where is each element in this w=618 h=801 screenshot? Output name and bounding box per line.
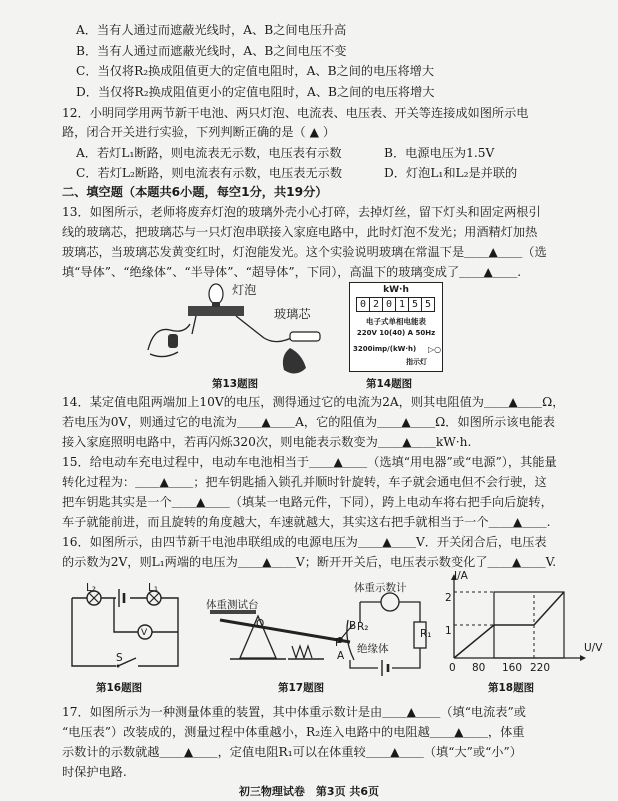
- q16-line: 16．如图所示，由四节新干电池串联组成的电源电压为＿＿▲＿＿V．开关闭合后，电压表: [62, 535, 547, 549]
- q13-line: 填“导体”、“绝缘体”、“半导体”、“超导体”，下同），高温下的玻璃变成了＿＿▲＿＿.: [62, 265, 522, 279]
- meter-display: [356, 297, 435, 312]
- meter-spec: 220V 10(40) A 50Hz: [356, 329, 436, 337]
- meter-unit: kW·h: [383, 285, 409, 295]
- fig16-switch-label: S: [116, 652, 123, 664]
- fig17-caption: 第17题图: [278, 682, 325, 694]
- q11-option-b: B．当有人通过而遮蔽光线时，A、B之间电压不变: [76, 44, 347, 58]
- meter-digit: 2: [370, 298, 383, 311]
- fig17-point-p: P: [335, 637, 342, 649]
- fig14-caption: 第14题图: [366, 378, 413, 390]
- fig13-glass-label: 玻璃芯: [274, 307, 311, 321]
- q15-line: 车子就能前进，而且旋转的角度越大，车速就越大，其实这右把手就相当于一个＿＿▲＿＿.: [62, 515, 551, 529]
- fig18-caption: 第18题图: [488, 682, 535, 694]
- fig18-xtick: 0: [449, 662, 456, 674]
- meter-digit: 5: [409, 298, 422, 311]
- meter-digit: 0: [383, 298, 396, 311]
- fig17-r1-label: R₁: [420, 628, 432, 640]
- fig13-bulb-label: 灯泡: [232, 283, 257, 297]
- q12-stem-line: 12．小明同学用两节新干电池、两只灯泡、电流表、电压表、开关等连接成如图所示电: [62, 106, 529, 120]
- page-footer: 初三物理试卷 第3页 共6页: [238, 785, 380, 798]
- fig17-point-b: B: [349, 620, 357, 632]
- q12-option-c: C．若灯L₂断路，则电流表有示数，电压表无示数: [76, 166, 343, 180]
- q12-stem-line: 路，闭合开关进行实验，下列判断正确的是（ ▲ ）: [62, 125, 336, 139]
- fig18-xtick: 220: [530, 662, 551, 674]
- q17-line: 时保护电路.: [62, 765, 127, 779]
- fig18-xtick: 160: [502, 662, 523, 674]
- fig18-xtick: 80: [472, 662, 486, 674]
- fig16-voltmeter-label: V: [141, 628, 148, 638]
- q12-option-d: D．灯泡L₁和L₂是并联的: [384, 166, 518, 180]
- meter-name: 电子式单相电能表: [366, 317, 426, 326]
- q11-option-c: C．当仅将R₂换成阻值更大的定值电阻时，A、B之间的电压将增大: [76, 64, 435, 78]
- q17-line: 示数计的示数就越＿＿▲＿＿，定值电阻R₁可以在体重较＿＿▲＿＿（填“大”或“小”）: [62, 745, 522, 759]
- fig18-ytick: 1: [445, 625, 452, 637]
- q15-line: 15．给电动车充电过程中，电动车电池相当于＿＿▲＿＿（选填“用电器”或“电源”），其能量: [62, 455, 557, 469]
- fig16-l2-label: L₂: [86, 582, 97, 594]
- q13-line: 玻璃芯，当玻璃芯发黄变红时，灯泡能发光。这个实验说明玻璃在常温下是＿＿▲＿＿（选: [62, 245, 547, 259]
- fig17-insulator-label: 绝缘体: [357, 643, 389, 655]
- q13-line: 13．如图所示，老师将废弃灯泡的玻璃外壳小心打碎，去掉灯丝，留下灯头和固定两根引: [62, 205, 541, 219]
- meter-digit: 0: [357, 298, 370, 311]
- meter-lamp-label: 指示灯: [406, 358, 427, 366]
- fig18-iu-graph: [440, 572, 590, 672]
- fig17-platform-label: 体重测试台: [206, 599, 259, 611]
- q15-line: 把车钥匙其实是一个＿＿▲＿＿（填某一电路元件，下同），跨上电动车将右把手向后旋转，: [62, 495, 553, 509]
- fig18-ytick: 2: [445, 592, 452, 604]
- q15-line: 转化过程为：＿＿▲＿＿；把车钥匙插入锁孔并顺时针旋转，车子就会通电但不会行驶，这: [62, 475, 547, 489]
- fig17-meter-label: 体重示数计: [354, 582, 407, 594]
- q17-line: “电压表”）改装成的，测量过程中体重越小，R₂连入电路中的电阻越＿＿▲＿＿，体重: [62, 725, 525, 739]
- q16-line: 的示数为2V，则L₁两端的电压为＿＿▲＿＿V；断开开关后，电压表示数变化了＿＿▲＿＿V.: [62, 555, 557, 569]
- q11-option-a: A．当有人通过而遮蔽光线时，A、B之间电压升高: [76, 23, 347, 37]
- fig17-point-a: A: [337, 650, 345, 662]
- fig18-xlabel: U/V: [584, 642, 603, 654]
- q12-option-a: A．若灯L₁断路，则电流表无示数，电压表有示数: [76, 146, 342, 160]
- fig16-l1-label: L₁: [148, 582, 159, 594]
- q17-line: 17．如图所示为一种测量体重的装置，其中体重示数计是由＿＿▲＿＿（填“电流表”或: [62, 705, 526, 719]
- fig18-curve: [454, 592, 564, 658]
- indicator-lamp-icon: ▷○: [428, 345, 442, 354]
- q11-option-d: D．当仅将R₂换成阻值更小的定值电阻时，A、B之间的电压将增大: [76, 85, 435, 99]
- fig17-pivot-o: O: [256, 618, 265, 630]
- meter-digit: 5: [421, 297, 435, 312]
- q14-line: 接入家庭照明电路中，若再闪烁320次，则电能表示数变为＿＿▲＿＿kW·h.: [62, 435, 472, 449]
- q13-line: 线的玻璃芯，把玻璃芯与一只灯泡串联接入家庭电路中，此时灯泡不发光；用酒精灯加热: [62, 225, 538, 239]
- q14-line: 14．某定值电阻两端加上10V的电压，测得通过它的电流为2A，则其电阻值为＿＿▲＿＿Ω，: [62, 395, 565, 409]
- fig16-caption: 第16题图: [96, 682, 143, 694]
- q14-line: 若电压为0V，则通过它的电流为＿＿▲＿＿A，它的阻值为＿＿▲＿＿Ω．如图所示该电能表: [62, 415, 555, 429]
- fig18-ylabel: I/A: [454, 570, 468, 582]
- meter-digit: 1: [396, 298, 409, 311]
- fig13-caption: 第13题图: [212, 378, 259, 390]
- section-title: 二、填空题（本题共6小题，每空1分，共19分）: [62, 185, 328, 199]
- meter-imp: 3200imp/(kW·h): [353, 345, 417, 353]
- fig17-r2-label: R₂: [357, 621, 369, 633]
- fig14-energy-meter: [349, 282, 443, 372]
- q12-option-b: B．电源电压为1.5V: [384, 146, 495, 160]
